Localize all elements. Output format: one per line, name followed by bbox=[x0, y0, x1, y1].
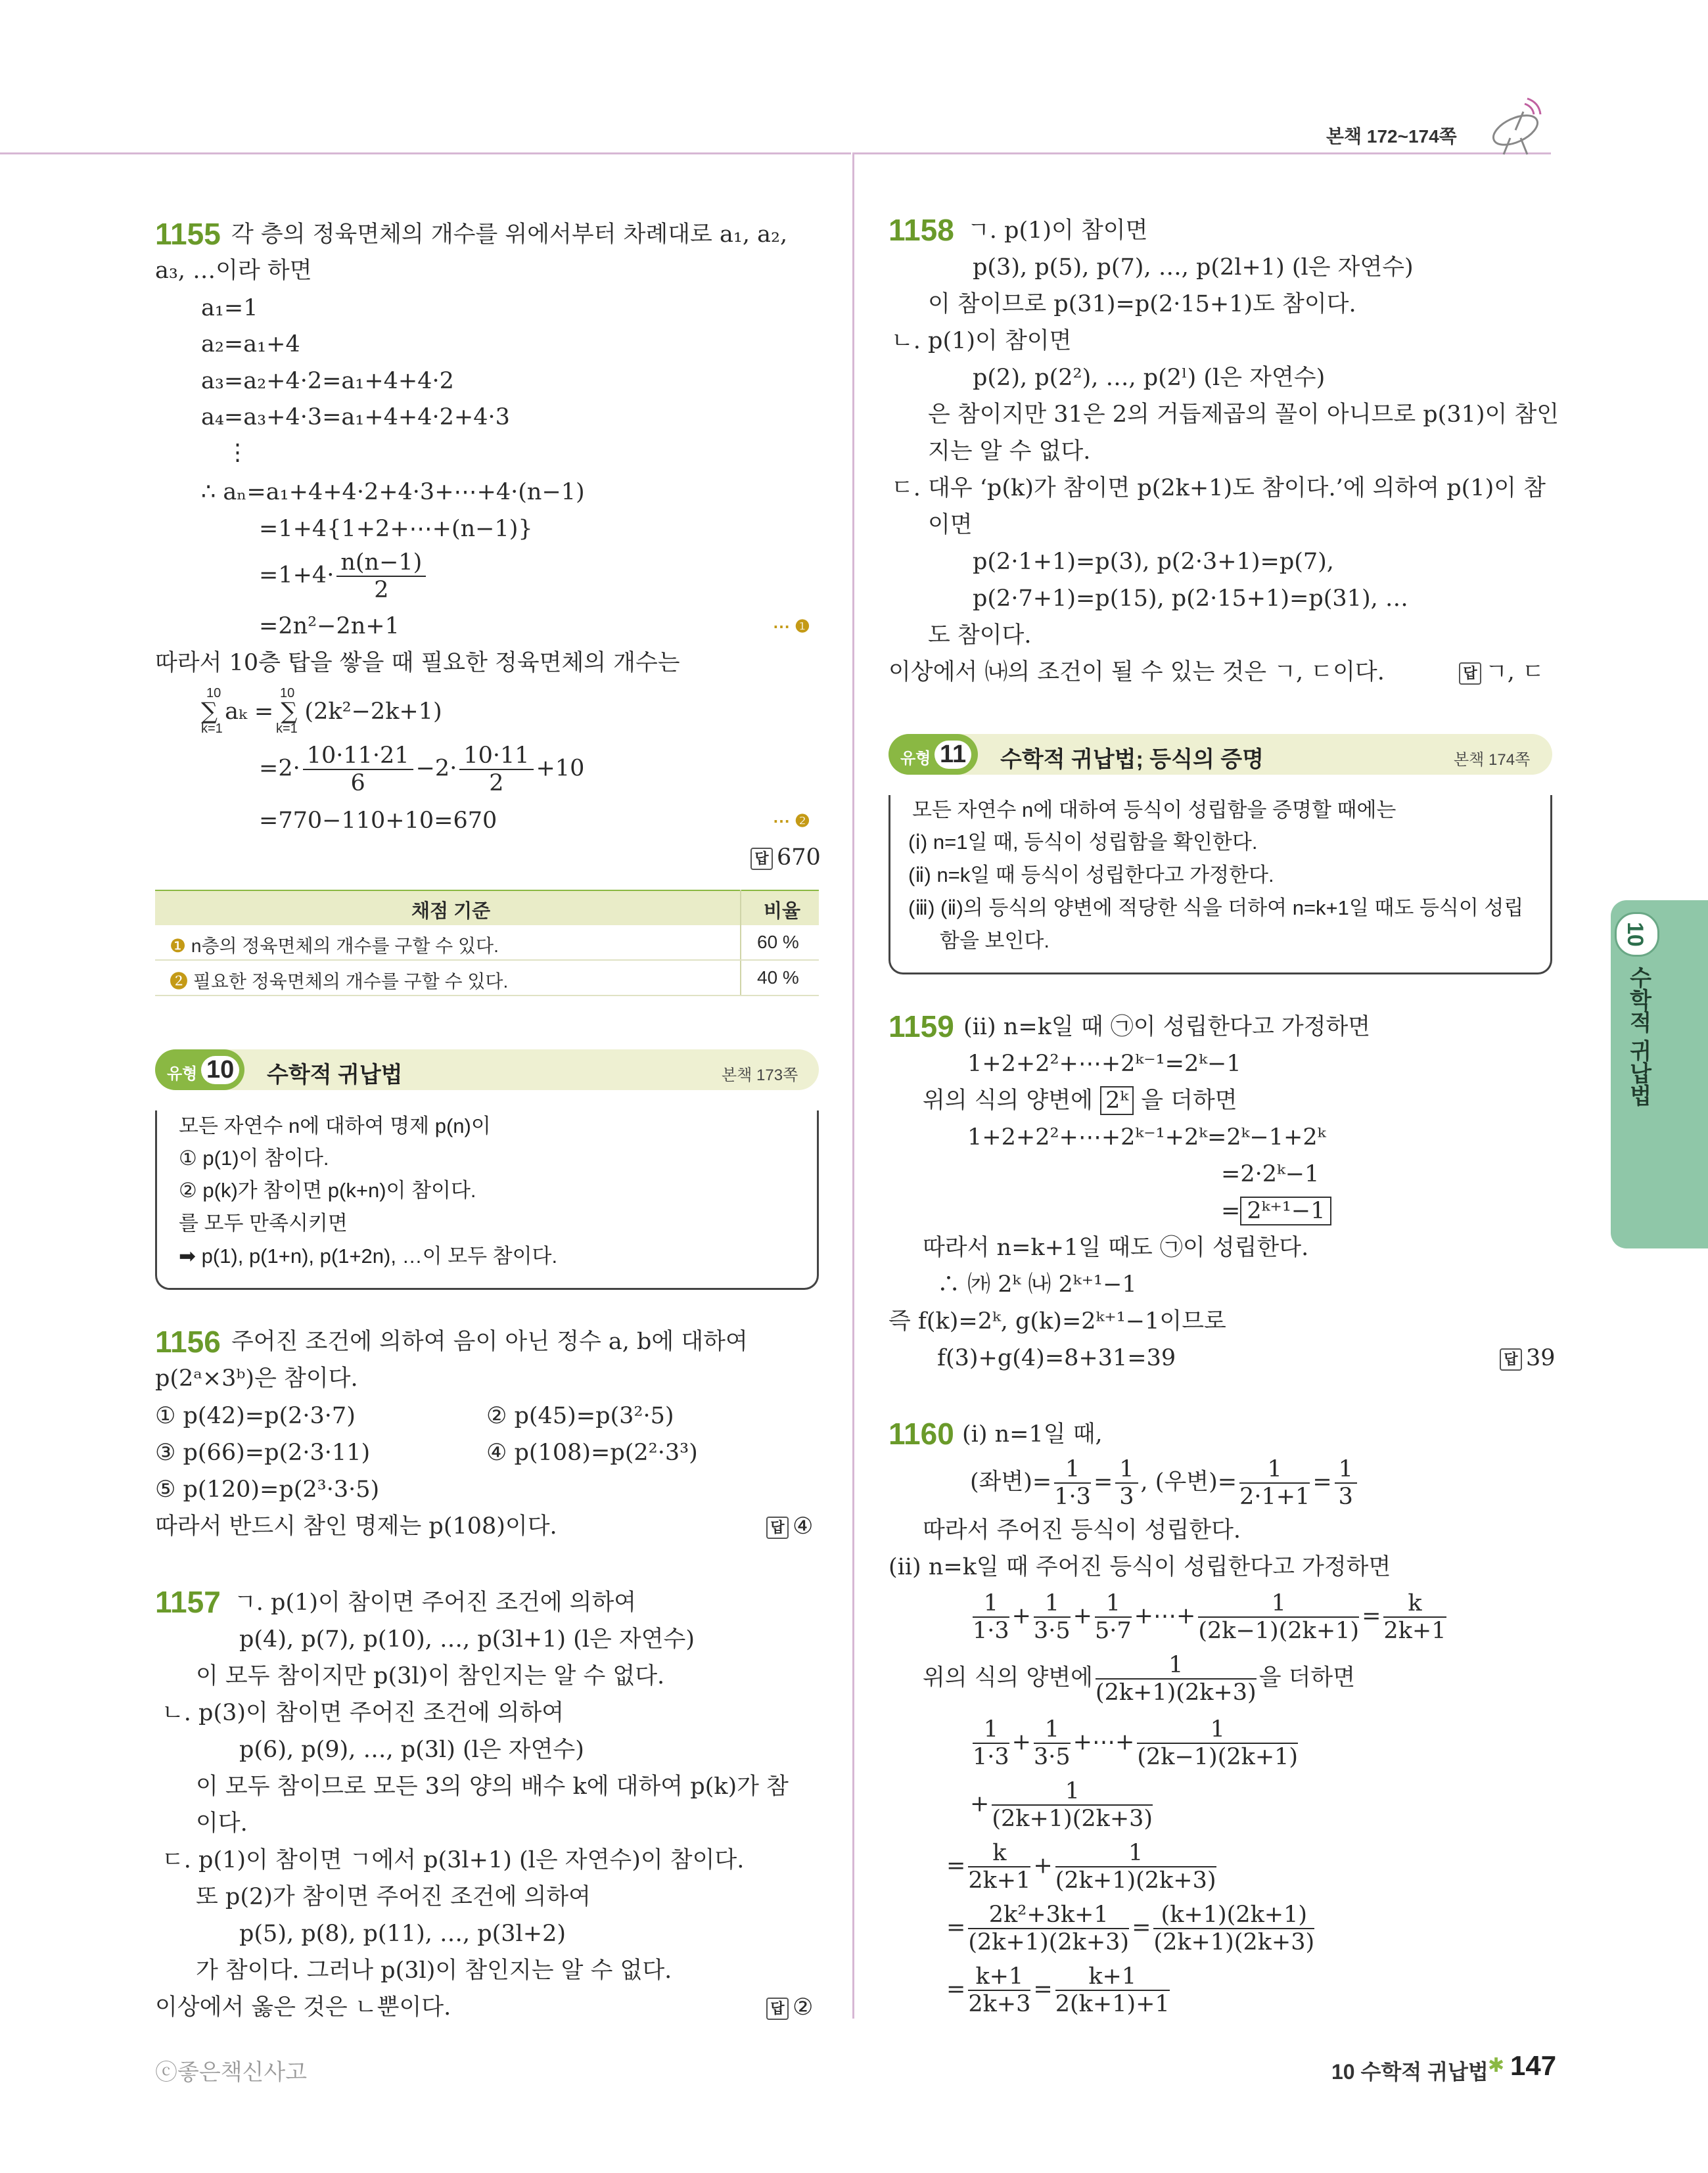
numerator: n(n−1) bbox=[336, 549, 426, 577]
text-line: 주어진 조건에 의하여 음이 아닌 정수 a, b에 대하여 bbox=[231, 1329, 748, 1355]
answer bbox=[766, 1994, 813, 2021]
text: = bbox=[1033, 1976, 1053, 2003]
text: = bbox=[1093, 1469, 1113, 1496]
text: = bbox=[1312, 1469, 1332, 1496]
math-line: a₄=a₃+4·3=a₁+4+4·2+4·3 bbox=[201, 404, 510, 430]
text-line: (ⅱ) n=k일 때 주어진 등식이 성립한다고 가정하면 bbox=[889, 1554, 1391, 1580]
footer-chapter: 10 수학적 귀납법 bbox=[1331, 2060, 1489, 2084]
scoring-header-ratio: 비율 bbox=[764, 901, 801, 922]
box-line: (ⅲ) (ⅱ)의 등식의 양변에 적당한 식을 더하여 n=k+1일 때도 등식이 성립 bbox=[908, 896, 1524, 919]
fraction bbox=[1153, 1902, 1314, 1956]
denominator: 1·3 bbox=[1054, 1484, 1091, 1510]
numerator: 1 bbox=[1054, 1456, 1091, 1484]
denominator: 3·5 bbox=[1034, 1618, 1071, 1644]
math-line bbox=[946, 1902, 1317, 1956]
text-line: 이 참이므로 p(31)=p(2·15+1)도 참이다. bbox=[928, 291, 1356, 317]
text-line: 따라서 10층 탑을 쌓을 때 필요한 정육면체의 개수는 bbox=[155, 650, 680, 676]
sigma-limit: k=1 bbox=[276, 721, 298, 736]
numerator: 2k²+3k+1 bbox=[968, 1902, 1129, 1929]
text-line: a₃, …이라 하면 bbox=[155, 258, 312, 284]
text: 을 더하면 bbox=[1258, 1664, 1356, 1691]
denominator: 1·3 bbox=[973, 1618, 1009, 1644]
math-line: 1+2+2²+⋯+2ᵏ⁻¹=2ᵏ−1 bbox=[967, 1051, 1241, 1077]
math-line: f(3)+g(4)=8+31=39 bbox=[937, 1345, 1176, 1371]
problem-number: 1160 bbox=[889, 1417, 954, 1451]
math-line bbox=[946, 1963, 1172, 2017]
fraction bbox=[336, 549, 426, 603]
denominator: 2 bbox=[489, 770, 504, 796]
type-number: 11 bbox=[935, 741, 971, 769]
problem-number: 1157 bbox=[155, 1585, 221, 1619]
column-divider bbox=[852, 152, 854, 2019]
answer-value: 670 bbox=[777, 844, 821, 871]
option: ③ p(66)=p(2·3·11) bbox=[155, 1440, 371, 1466]
text-line: 이다. bbox=[196, 1810, 248, 1837]
fraction bbox=[1335, 1456, 1357, 1510]
text-line: 따라서 반드시 참인 명제는 p(108)이다. bbox=[155, 1513, 557, 1540]
text: + bbox=[970, 1791, 990, 1818]
answer-icon: 답 bbox=[750, 848, 773, 870]
row-rule bbox=[155, 959, 819, 961]
denominator: 5·7 bbox=[1095, 1618, 1132, 1644]
sigma-limit: 10 bbox=[206, 686, 221, 700]
denominator: 3 bbox=[1338, 1484, 1353, 1510]
math-line: ∴ ㈎ 2ᵏ ㈏ 2ᵏ⁺¹−1 bbox=[937, 1271, 1137, 1298]
fraction bbox=[1239, 1456, 1310, 1510]
answer-value: 39 bbox=[1526, 1345, 1556, 1371]
math-line bbox=[259, 549, 428, 603]
math-line bbox=[970, 1716, 1301, 1770]
denominator: 6 bbox=[350, 770, 365, 796]
box-line: ① p(1)이 참이다. bbox=[179, 1147, 329, 1170]
text: = bbox=[946, 1852, 966, 1879]
fraction bbox=[1034, 1716, 1071, 1770]
satellite-icon bbox=[1484, 92, 1550, 158]
text: +⋯+ bbox=[1134, 1603, 1196, 1630]
answer bbox=[1459, 658, 1544, 686]
numerator: k+1 bbox=[1055, 1963, 1170, 1991]
answer-box: 2ᵏ⁺¹−1 bbox=[1240, 1197, 1331, 1225]
math-line: a₃=a₂+4·2=a₁+4+4·2 bbox=[201, 368, 454, 394]
fraction bbox=[1095, 1590, 1132, 1644]
math-line: =2n²−2n+1 bbox=[259, 613, 400, 639]
text: = bbox=[1362, 1603, 1381, 1630]
math-line: ∑ aₖ = ∑ (2k²−2k+1) bbox=[201, 698, 442, 725]
box-line: 함을 보인다. bbox=[940, 929, 1050, 952]
math-text: +10 bbox=[536, 755, 585, 782]
numerator: 1 bbox=[1096, 1652, 1257, 1680]
text: + bbox=[1073, 1603, 1092, 1630]
numerator: 1 bbox=[1335, 1456, 1357, 1484]
denominator: 1·3 bbox=[973, 1744, 1009, 1770]
text: +⋯+ bbox=[1073, 1729, 1135, 1756]
denominator: 2k+1 bbox=[1383, 1618, 1446, 1644]
column-rule bbox=[740, 890, 741, 995]
scoring-row-ratio: 60 % bbox=[757, 932, 799, 952]
text: + bbox=[1033, 1852, 1053, 1879]
row-rule bbox=[155, 995, 819, 996]
math-line bbox=[1221, 1197, 1331, 1225]
numerator: 1 bbox=[1034, 1716, 1071, 1744]
text-line: p(2ᵃ×3ᵇ)은 참이다. bbox=[155, 1365, 358, 1392]
answer-value: ④ bbox=[793, 1513, 814, 1540]
text-line: ㄴ. p(1)이 참이면 bbox=[891, 328, 1072, 354]
text-line: p(2), p(2²), …, p(2ˡ) (l은 자연수) bbox=[973, 365, 1326, 391]
text-line: 이상에서 옳은 것은 ㄴ뿐이다. bbox=[155, 1994, 451, 2021]
math-line: =1+4{1+2+⋯+(n−1)} bbox=[259, 516, 533, 542]
chapter-tab-number: 10 bbox=[1623, 922, 1648, 947]
text-line: (ⅰ) n=1일 때, bbox=[962, 1421, 1103, 1448]
text: 을 더하면 bbox=[1141, 1087, 1237, 1114]
scoring-row-ratio: 40 % bbox=[757, 967, 799, 988]
text-line: 각 층의 정육면체의 개수를 위에서부터 차례대로 a₁, a₂, bbox=[231, 221, 788, 248]
denominator: (2k+1)(2k+3) bbox=[968, 1929, 1130, 1956]
math-line: =770−110+10=670 bbox=[259, 808, 497, 834]
problem-number: 1156 bbox=[155, 1325, 221, 1359]
math-text: =2· bbox=[259, 755, 300, 782]
math-line bbox=[259, 743, 584, 796]
text: (좌변)= bbox=[970, 1469, 1052, 1496]
text-line: 지는 알 수 없다. bbox=[928, 438, 1091, 465]
answer-icon: 답 bbox=[766, 1998, 789, 2020]
sigma-limit: 10 bbox=[280, 686, 295, 700]
footer-separator-icon: ✱ bbox=[1488, 2055, 1505, 2076]
math-line: a₂=a₁+4 bbox=[201, 331, 300, 357]
denominator: (2k−1)(2k+1) bbox=[1137, 1744, 1299, 1770]
text: + bbox=[1011, 1603, 1031, 1630]
denominator: 2(k+1)+1 bbox=[1055, 1991, 1170, 2017]
scoring-row-criteria bbox=[170, 967, 508, 994]
fraction bbox=[973, 1716, 1009, 1770]
box-line: (ⅱ) n=k일 때 등식이 성립한다고 가정한다. bbox=[908, 863, 1274, 886]
text-line: 또 p(2)가 참이면 주어진 조건에 의하여 bbox=[196, 1884, 591, 1910]
numerator: 1 bbox=[992, 1778, 1153, 1806]
numerator: 1 bbox=[1137, 1716, 1298, 1744]
text-line: p(3), p(5), p(7), …, p(2l+1) (l은 자연수) bbox=[973, 254, 1414, 281]
text-line: ㄷ. 대우 ‘p(k)가 참이면 p(2k+1)도 참이다.’에 의하여 p(1)이 참 bbox=[891, 475, 1546, 501]
numerator: 10·11·21 bbox=[303, 743, 413, 770]
math-line: =2·2ᵏ−1 bbox=[1221, 1161, 1320, 1187]
answer-icon: 답 bbox=[1459, 662, 1481, 685]
header-rule bbox=[0, 152, 851, 154]
math-line bbox=[970, 1778, 1155, 1832]
text-line: p(2·1+1)=p(3), p(2·3+1)=p(7), bbox=[973, 549, 1334, 575]
text: = bbox=[946, 1976, 966, 2003]
text-line: 즉 f(k)=2ᵏ, g(k)=2ᵏ⁺¹−1이므로 bbox=[889, 1308, 1226, 1335]
footer-page-number: 147 bbox=[1510, 2050, 1557, 2081]
type-badge bbox=[889, 734, 978, 775]
text-line bbox=[923, 1087, 1237, 1114]
math-text: =1+4· bbox=[259, 562, 335, 589]
scoring-header-criteria: 채점 기준 bbox=[411, 901, 491, 922]
denominator: 2k+1 bbox=[968, 1867, 1031, 1894]
type-title: 수학적 귀납법; 등식의 증명 bbox=[1000, 747, 1264, 772]
answer-icon: 답 bbox=[1500, 1348, 1522, 1371]
type-tag: 유형 bbox=[167, 1065, 198, 1083]
fraction bbox=[968, 1902, 1129, 1956]
score-marker: ⋯ ❷ bbox=[773, 811, 810, 831]
numerator: 1 bbox=[1055, 1840, 1216, 1867]
numerator: 1 bbox=[1095, 1590, 1132, 1618]
answer-value: ② bbox=[793, 1994, 814, 2021]
text-line: 은 참이지만 31은 2의 거듭제곱의 꼴이 아니므로 p(31)이 참인 bbox=[928, 401, 1559, 428]
problem-number: 1159 bbox=[889, 1009, 954, 1043]
type-number: 10 bbox=[201, 1056, 239, 1084]
math-line: ∴ aₙ=a₁+4+4·2+4·3+⋯+4·(n−1) bbox=[201, 479, 585, 505]
math-line: a₁=1 bbox=[201, 295, 258, 321]
type-title: 수학적 귀납법 bbox=[267, 1063, 403, 1087]
numerator: k bbox=[1383, 1590, 1446, 1618]
numerator: 1 bbox=[1198, 1590, 1359, 1618]
text-line: (ⅱ) n=k일 때 ㉠이 성립한다고 가정하면 bbox=[963, 1014, 1371, 1040]
denominator: (2k+1)(2k+3) bbox=[1095, 1680, 1257, 1706]
box-line: 를 모두 만족시키면 bbox=[179, 1212, 348, 1235]
text-line: 이 모두 참이지만 p(3l)이 참인지는 알 수 없다. bbox=[196, 1663, 665, 1689]
option: ④ p(108)=p(2²·3³) bbox=[486, 1440, 698, 1466]
type-badge bbox=[155, 1049, 244, 1090]
text-line: ㄱ. p(1)이 참이면 bbox=[967, 217, 1148, 244]
answer-value: ㄱ, ㄷ bbox=[1485, 659, 1544, 685]
fraction bbox=[1055, 1963, 1170, 2017]
fraction bbox=[1198, 1590, 1359, 1644]
box-line: 모든 자연수 n에 대하여 명제 p(n)이 bbox=[179, 1114, 491, 1137]
fraction bbox=[1137, 1716, 1298, 1770]
chapter-tab-label: 수학적 귀납법 bbox=[1626, 966, 1651, 1107]
text: , (우변)= bbox=[1140, 1469, 1237, 1496]
denominator: (2k+1)(2k+3) bbox=[992, 1806, 1153, 1832]
numerator: k bbox=[968, 1840, 1030, 1867]
text-line: 이 모두 참이므로 모든 3의 양의 배수 k에 대하여 p(k)가 참 bbox=[196, 1773, 789, 1800]
box-line: ➡ p(1), p(1+n), p(1+2n), …이 모두 참이다. bbox=[179, 1245, 558, 1268]
type-tag: 유형 bbox=[900, 750, 931, 767]
math-line bbox=[970, 1590, 1449, 1644]
fraction bbox=[1115, 1456, 1138, 1510]
answer bbox=[1500, 1344, 1556, 1372]
text-line: 가 참이다. 그러나 p(3l)이 참인지는 알 수 없다. bbox=[196, 1957, 672, 1984]
option: ⑤ p(120)=p(2³·3·5) bbox=[155, 1476, 380, 1503]
fraction bbox=[973, 1590, 1009, 1644]
text-line: ㄱ. p(1)이 참이면 주어진 조건에 의하여 bbox=[234, 1590, 637, 1616]
option: ② p(45)=p(3²·5) bbox=[486, 1403, 674, 1429]
fraction bbox=[1054, 1456, 1091, 1510]
numerator: 1 bbox=[1239, 1456, 1310, 1484]
score-marker: ❶ bbox=[170, 936, 187, 956]
text-line: p(5), p(8), p(11), …, p(3l+2) bbox=[239, 1921, 566, 1947]
math-line bbox=[946, 1840, 1219, 1894]
math-line: ⋮ bbox=[226, 440, 249, 466]
text-line: 따라서 n=k+1일 때도 ㉠이 성립한다. bbox=[923, 1235, 1309, 1261]
type-header bbox=[155, 1049, 819, 1090]
numerator: 1 bbox=[1034, 1590, 1071, 1618]
chapter-tab[interactable] bbox=[1611, 900, 1708, 1248]
problem-number: 1155 bbox=[155, 217, 221, 251]
denominator: (2k+1)(2k+3) bbox=[1153, 1929, 1315, 1956]
fraction bbox=[1096, 1652, 1257, 1706]
denominator: 2 bbox=[374, 577, 389, 603]
denominator: (2k−1)(2k+1) bbox=[1198, 1618, 1360, 1644]
text-line: ㄴ. p(3)이 참이면 주어진 조건에 의하여 bbox=[162, 1700, 565, 1726]
answer bbox=[750, 844, 821, 871]
fraction bbox=[1034, 1590, 1071, 1644]
text-line: 이면 bbox=[928, 512, 973, 538]
text-line: p(6), p(9), …, p(3l) (l은 자연수) bbox=[239, 1737, 584, 1763]
numerator: 1 bbox=[973, 1590, 1009, 1618]
footer-publisher: ⓒ좋은책신사고 bbox=[155, 2060, 308, 2085]
text: = bbox=[1132, 1914, 1151, 1941]
text-line: ㄷ. p(1)이 참이면 ㄱ에서 p(3l+1) (l은 자연수)이 참이다. bbox=[162, 1847, 745, 1873]
text: = bbox=[946, 1914, 966, 1941]
fraction bbox=[1055, 1840, 1216, 1894]
text: 위의 식의 양변에 bbox=[923, 1664, 1093, 1691]
header-page-ref: 본책 172~174쪽 bbox=[1326, 126, 1457, 147]
box-line: ② p(k)가 참이면 p(k+n)이 참이다. bbox=[179, 1179, 476, 1202]
math-line: 1+2+2²+⋯+2ᵏ⁻¹+2ᵏ=2ᵏ−1+2ᵏ bbox=[967, 1124, 1326, 1151]
denominator: 2k+3 bbox=[968, 1991, 1031, 2017]
numerator: k+1 bbox=[968, 1963, 1030, 1991]
box-line: (ⅰ) n=1일 때, 등식이 성립함을 확인한다. bbox=[908, 831, 1258, 854]
scoring-row-criteria bbox=[170, 932, 499, 958]
score-marker: ❷ bbox=[170, 971, 189, 992]
sigma-limit: k=1 bbox=[201, 721, 223, 736]
math-line bbox=[970, 1456, 1360, 1510]
text: + bbox=[1011, 1729, 1031, 1756]
header-rule-right bbox=[854, 152, 1551, 154]
text-line: 도 참이다. bbox=[928, 622, 1032, 649]
criteria-text: n층의 정육면체의 개수를 구할 수 있다. bbox=[191, 936, 499, 956]
fraction bbox=[459, 743, 533, 796]
text-line: 이상에서 ㈏의 조건이 될 수 있는 것은 ㄱ, ㄷ이다. bbox=[889, 659, 1385, 685]
problem-number: 1158 bbox=[889, 213, 954, 247]
fraction bbox=[968, 1840, 1030, 1894]
fraction bbox=[1383, 1590, 1446, 1644]
answer bbox=[766, 1513, 813, 1540]
score-marker: ⋯ ❶ bbox=[773, 616, 810, 636]
type-page-ref: 본책 173쪽 bbox=[722, 1066, 798, 1084]
option: ① p(42)=p(2·3·7) bbox=[155, 1403, 356, 1429]
text-line: p(2·7+1)=p(15), p(2·15+1)=p(31), … bbox=[973, 585, 1408, 612]
denominator: 3·5 bbox=[1034, 1744, 1071, 1770]
text: 위의 식의 양변에 bbox=[923, 1087, 1093, 1114]
numerator: (k+1)(2k+1) bbox=[1153, 1902, 1314, 1929]
fraction bbox=[992, 1778, 1153, 1832]
denominator: 3 bbox=[1119, 1484, 1134, 1510]
answer-box: 2ᵏ bbox=[1100, 1086, 1134, 1115]
text-line: p(4), p(7), p(10), …, p(3l+1) (l은 자연수) bbox=[239, 1626, 695, 1653]
numerator: 1 bbox=[973, 1716, 1009, 1744]
fraction bbox=[303, 743, 413, 796]
box-line: 모든 자연수 n에 대하여 등식이 성립함을 증명할 때에는 bbox=[912, 798, 1396, 821]
answer-icon: 답 bbox=[766, 1517, 789, 1539]
denominator: (2k+1)(2k+3) bbox=[1055, 1867, 1216, 1894]
fraction bbox=[968, 1963, 1030, 2017]
type-page-ref: 본책 174쪽 bbox=[1454, 751, 1531, 769]
text: = bbox=[1221, 1198, 1241, 1224]
text-line bbox=[923, 1652, 1355, 1706]
text-line: 따라서 주어진 등식이 성립한다. bbox=[923, 1517, 1241, 1544]
numerator: 1 bbox=[1115, 1456, 1138, 1484]
numerator: 10·11 bbox=[459, 743, 533, 770]
denominator: 2·1+1 bbox=[1239, 1484, 1310, 1510]
criteria-text: 필요한 정육면체의 개수를 구할 수 있다. bbox=[193, 971, 509, 992]
math-text: −2· bbox=[415, 755, 457, 782]
